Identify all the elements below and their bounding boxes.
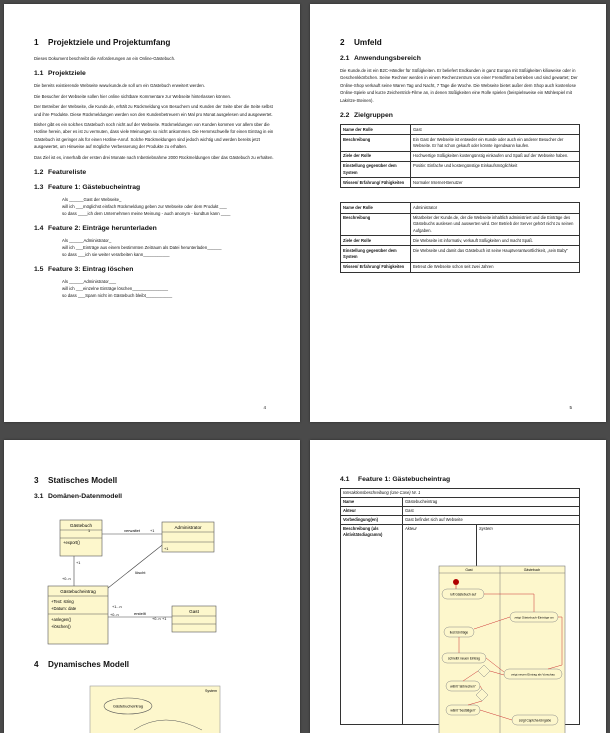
heading-statisches-modell: 3 Statisches Modell [34, 476, 118, 485]
table-row: Einstellung gegenüber dem System Die Webseite und damit das Gästebuch ist seine Hauptverantwortlichkeit, „sein Baby“ [341, 246, 580, 262]
heading-1-5: 1.5 Feature 3: Eintrag löschen [34, 266, 134, 274]
uml-class-administrator [162, 522, 214, 552]
story-line: Als ______Gast der Webseite_ [62, 197, 122, 203]
story-line: Als ______Administrator_ [62, 238, 112, 244]
page-number: 4 [263, 405, 266, 410]
table-row: Beschreibung (als Aktivitätsdiagramm) Akteur System [341, 525, 580, 725]
activity-node: schreibt neuen Eintrag [448, 656, 480, 661]
intro-paragraph: Dieses Dokument beschreibt die Anforderungen an ein Online-Gästebuch. [34, 56, 176, 61]
heading-umfeld: 2 Umfeld [340, 38, 382, 47]
table-row: Vorbedingung(en) Gast befindet sich auf Webseite [341, 516, 580, 525]
table-row: Wissen/ Erfahrung/ Fähigkeiten Betreut die Webseite schon seit zwei Jahren [341, 262, 580, 272]
svg-text:+1: +1 [150, 529, 155, 533]
story-line: so dass ____ich dem Unternehmen meine Meinung - auch anonym - kundtun kann ____ [62, 211, 231, 217]
use-case-label: Gästebucheintrag [113, 704, 143, 709]
table-row: Beschreibung Mitarbeiter der Kunde.de, der die Webseite inhaltlich administriert und die Einträge des Gästebuchs auslesen und auswerten wird. Der Betrieb der Server gehört nicht zu seinen Aufgaben. [341, 213, 580, 236]
page-number: 5 [569, 405, 572, 410]
story-line: so dass ___ich sie weiter verarbeiten kann___________ [62, 252, 170, 258]
story-line: will ich ___Einträge aus einem bestimmten Zeitraum als Datei herunterladen______ [62, 245, 222, 251]
table-row: Einstellung gegenüber dem System Positiv: Einfache und kostengünstige Einkaufsmöglichkeit [341, 161, 580, 177]
svg-text:+anlegen(): +anlegen() [51, 617, 72, 622]
paragraph: Das Ziel ist es, innerhalb der ersten drei Monate nach Inbetriebnahme 2000 Rückmeldungen über das Gästebuch zu erhalten. [34, 154, 274, 160]
uml-class-gaestebuch [60, 520, 102, 556]
assoc-label: verwaltet [124, 528, 141, 533]
swimlane-gaestebuch: Gästebuch [523, 568, 541, 572]
svg-text:+1: +1 [76, 561, 81, 565]
table-row: Ziele der Rolle Hochwertige Süßigkeiten kostengünstig einkaufen und Spaß auf der Webseite haben. [341, 151, 580, 161]
svg-text:+Text: string: +Text: string [51, 599, 74, 604]
uml-class-gaestebucheintrag [48, 586, 108, 644]
paragraph: Bisher gibt es ein solches Gästebuch noch nicht auf der Webseite. Rückmeldungen von Kunden kommen vor allem über die Hotline herein, aber es ist zu vermuten, dass viele Meinungen so nicht ankommen. Die Hemmschwelle für einen Eintrag in ein Gästebuch ist geringer als für einen Hotline-Anruf. Solche Rückmeldungen sind jedoch wichtig und werden bereits jetzt ausgewertet, um Hinweise auf mögliche Verbesserung der Produkte zu erhalten. [34, 122, 274, 150]
svg-text:+1: +1 [164, 547, 169, 551]
document-page-4 [4, 4, 300, 422]
system-label: System [205, 689, 217, 693]
activity-node: zeigt Captcha-Eingabe [518, 718, 552, 723]
table-row: Wissen/ Erfahrung/ Fähigkeiten Normaler Internet-Benutzer [341, 178, 580, 188]
svg-text:+0..n: +0..n [152, 617, 161, 621]
story-line: Als ______Administrator___ [62, 279, 116, 285]
table-row: Ziele der Rolle Die Webseite ist informativ, verkauft Süßigkeiten und macht Spaß. [341, 236, 580, 246]
paragraph: Die Besucher der Webseite sollen hier online sichtbare Kommentare zur Webseite hinterlassen können. [34, 93, 232, 99]
heading-1-4: 1.4 Feature 2: Einträge herunterladen [34, 225, 157, 233]
svg-text:+0..n: +0..n [62, 577, 71, 581]
table-row: Name Gästebucheintrag [341, 498, 580, 507]
use-case-diagram [4, 680, 300, 733]
activity-node: zeigt neuen Eintrag als Vorschau [511, 672, 555, 677]
paragraph: Die Kunde.de ist ein B2C-Händler für Süßigkeiten. Er beliefert Endkunden in ganz Europa mit Süßigkeiten kilioweise oder in Geschenkkörbchen. Seine Rechner werden in einem Rechenzentrum von einer Fremdfirma betrieben und sind gewartet; Der Online-Shop verkauft seine Waren Tag und Nacht, 7 Tage die Woche. Die Webseite bietet außer dem Shop auch kostenlose Online-Spiele und kurze Zeichentrick-Filme an, in denen Süßigkeiten eine Rolle spielen (beispielsweise ein Mühlespiel mit Lakritze-Steinen). [340, 68, 578, 103]
story-line: will ich ___möglichst einfach Rückmeldung geben zur Webseite oder dem Produkt ___ [62, 204, 227, 210]
table-row: Interaktionsbeschreibung (Use Case) Nr. 1 [341, 489, 580, 498]
start-node [453, 579, 459, 585]
assoc-label: erstellt [134, 611, 146, 616]
paragraph: Der Betreiber der Webseite, die Kunde.de, erhält zu Rückmeldung von Besuchern und Kunden der Seite über die Seite selbst und ihre Produkte. Diese Rückmeldungen werden von den Kundenbetreuern ein Mal pro Monat ausgelesen und ausgewertet. [34, 104, 273, 117]
svg-text:Gästebuch: Gästebuch [69, 523, 93, 528]
svg-text:1: 1 [88, 529, 91, 533]
svg-text:Administrator: Administrator [174, 525, 202, 530]
heading-1-2: 1.2 Featureliste [34, 169, 87, 177]
table-row: Beschreibung Ein Gast der Webseite ist entweder ein Kunde oder auch ein anderer Besucher der Webseite. Er hat schon gekauft oder könnte irgendwann kaufen. [341, 135, 580, 151]
document-page-5 [310, 4, 606, 422]
swimlane-gast: Gast [465, 568, 473, 572]
svg-text:+1: +1 [162, 617, 167, 621]
activity-node: wählt "bestätigen" [450, 708, 476, 713]
svg-text:+0..n: +0..n [110, 613, 119, 617]
svg-text:Gästebucheintrag: Gästebucheintrag [60, 589, 96, 594]
svg-text:+Datum: date: +Datum: date [51, 606, 77, 611]
assoc-label: löscht [135, 570, 146, 575]
activity-node: wählt "abbrechen" [450, 684, 476, 689]
uml-class-diagram [4, 512, 300, 662]
svg-text:+löschen(): +löschen() [51, 624, 71, 629]
role-table-gast [340, 124, 580, 188]
story-line: so dass ___Spam nicht im Gästebuch bleibt___________ [62, 293, 173, 299]
svg-text:Gast: Gast [189, 609, 199, 614]
uml-class-gast [172, 606, 216, 632]
heading-4-1: 4.1 Feature 1: Gästebucheintrag [340, 476, 451, 483]
heading-2-2: 2.2 Zielgruppen [340, 112, 393, 120]
heading-1-3: 1.3 Feature 1: Gästebucheintrag [34, 184, 141, 192]
role-table-administrator [340, 202, 580, 273]
document-page-6 [4, 440, 300, 733]
paragraph: Die bereits existierende Webseite www.kunde.de soll um ein Gästebuch erweitert werden. [34, 83, 205, 89]
heading-2-1: 2.1 Anwendungsbereich [340, 55, 421, 62]
activity-diagram [438, 565, 598, 733]
table-row: Name der Rolle Gast [341, 125, 580, 135]
table-row: Akteur Gast [341, 507, 580, 516]
heading-1-1: 1.1 Projektziele [34, 70, 86, 78]
svg-text:+export(): +export() [63, 540, 80, 545]
activity-node: zeigt Gästebuch-Einträge an [514, 615, 554, 620]
document-page-7 [310, 440, 606, 733]
activity-node: ruft Gästebuch auf [449, 592, 477, 597]
activity-node: liest Einträge [449, 630, 469, 635]
svg-text:+1...n: +1...n [112, 605, 122, 609]
table-row: Name der Rolle Administrator [341, 203, 580, 213]
heading-dynamisches-modell: 4 Dynamisches Modell [34, 660, 129, 669]
heading-projektziele: 1 Projektziele und Projektumfang [34, 38, 171, 47]
story-line: will ich ___einzelne Einträge löschen_______________ [62, 286, 169, 292]
heading-3-1: 3.1 Domänen-Datenmodell [34, 493, 123, 500]
